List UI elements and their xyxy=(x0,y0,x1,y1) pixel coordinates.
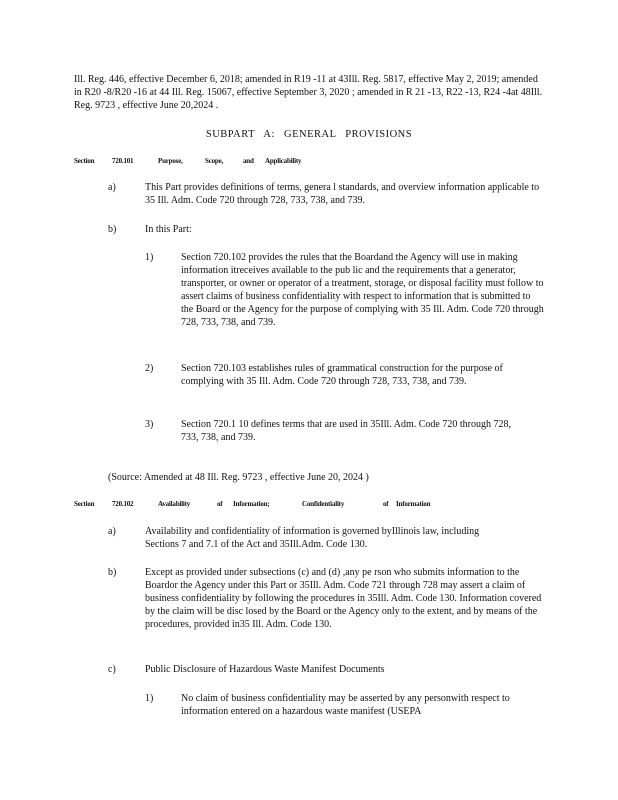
section-title-word: of xyxy=(217,500,223,508)
subpart-title: SUBPART A: GENERAL PROVISIONS xyxy=(205,129,413,140)
subsection-marker: b) xyxy=(108,567,117,578)
section-title-word: Purpose, xyxy=(158,157,183,165)
item-marker: 3) xyxy=(145,419,154,430)
source-note: (Source: Amended at 48 Ill. Reg. 9723 , effective June 20, 2024 ) xyxy=(108,472,369,483)
subsection-marker: c) xyxy=(108,664,116,675)
section-heading-720-102 xyxy=(0,499,618,509)
item-marker: 1) xyxy=(145,693,154,704)
section-number: 720.102 xyxy=(112,500,134,508)
section-number: 720.101 xyxy=(112,157,134,165)
item-marker: 1) xyxy=(145,252,154,263)
section-label: Section xyxy=(74,500,95,508)
section-title-word: and xyxy=(243,157,254,165)
item-text: No claim of business confidentiality may be asserted by any personwith respect to information entered on a hazardous waste manifest (USEPA xyxy=(181,693,510,717)
section-title-word: Applicability xyxy=(265,157,302,165)
subsection-marker: b) xyxy=(108,224,117,235)
item-text: Section 720.102 provides the rules that the Boardand the Agency will use in making information itreceives available to the pub lic and the requirements that a generator, transporter, or owner or operator of a treatment, storage, or disposal facility must follow to assert claims of business confidentiality with respect to information that is submitted to the Board or the Agency for the purpose of complying with 35 Ill. Adm. Code 720 through 728, 733, 738, and 739. xyxy=(181,252,544,328)
item-text: Section 720.1 10 defines terms that are used in 35Ill. Adm. Code 720 through 728, 733, 738, and 739. xyxy=(181,419,511,443)
subsection-text: Public Disclosure of Hazardous Waste Manifest Documents xyxy=(145,664,385,675)
section-title-word: Confidentiality xyxy=(302,500,345,508)
section-title-word: Information xyxy=(396,500,431,508)
history-note: Ill. Reg. 446, effective December 6, 2018; amended in R19 -11 at 43Ill. Reg. 5817, effective May 2, 2019; amended in R20 -8/R20 -16 at 44 Ill. Reg. 15067, effective September 3, 2020 ; amended in R 21 -13, R22 -13, R24 -4at 48Ill. Reg. 9723 , effective June 20,2024 . xyxy=(74,74,543,111)
item-text: Section 720.103 establishes rules of grammatical construction for the purpose of complying with 35 Ill. Adm. Code 720 through 728, 733, 738, and 739. xyxy=(181,363,503,387)
section-title-word: Availability xyxy=(158,500,191,508)
subsection-marker: a) xyxy=(108,182,116,193)
subsection-text: Except as provided under subsections (c) and (d) ,any pe rson who submits information to the Boardor the Agency under this Part or 35Ill. Adm. Code 721 through 728 may assert a claim of business confidentiality by following the procedures in 35Ill. Adm. Code 130. Information covered by the claim will be disc losed by the Board or the Agency only to the extent, and by means of the procedures, provided in35 Ill. Adm. Code 130. xyxy=(145,567,542,630)
subsection-text: This Part provides definitions of terms, genera l standards, and overview information applicable to 35 Ill. Adm. Code 720 through 728, 733, 738, and 739. xyxy=(145,182,540,206)
section-title-word: Scope, xyxy=(205,157,224,165)
section-heading-720-101 xyxy=(0,156,618,166)
subsection-text: In this Part: xyxy=(145,224,192,235)
subsection-text: Availability and confidentiality of information is governed byIllinois law, including Sections 7 and 7.1 of the Act and 35Ill.Adm. Code 130. xyxy=(145,526,480,550)
item-marker: 2) xyxy=(145,363,154,374)
section-label: Section xyxy=(74,157,95,165)
section-title-word: of xyxy=(383,500,389,508)
subsection-marker: a) xyxy=(108,526,116,537)
section-title-word: Information; xyxy=(233,500,270,508)
